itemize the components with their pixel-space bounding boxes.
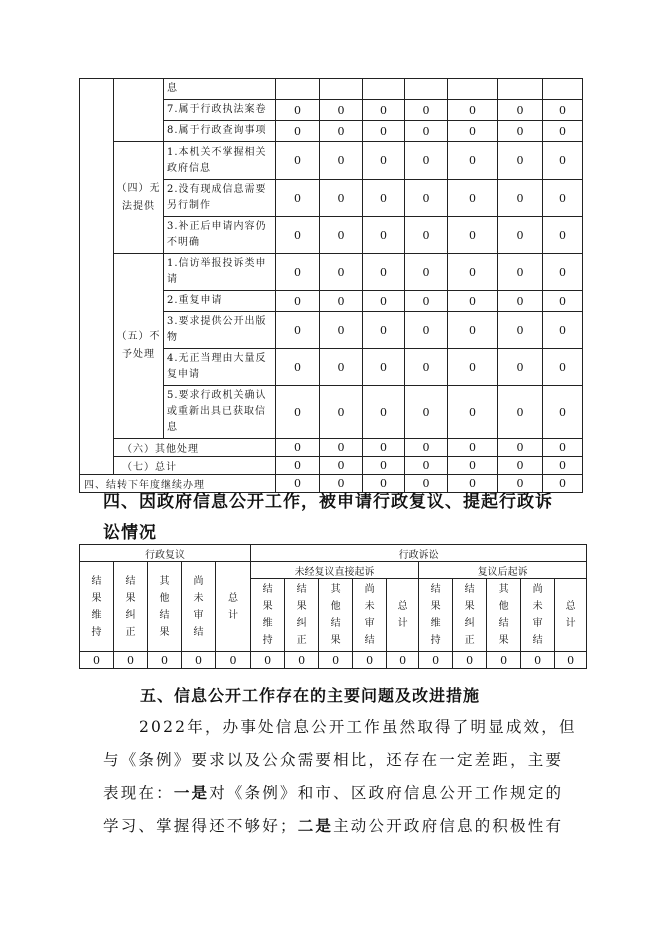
direct-value-cell: 0 — [319, 652, 353, 669]
paragraph-line-3: 表现在：一是对《条例》和市、区政府信息公开工作规定的 — [103, 783, 564, 802]
value-cell: 0 — [543, 349, 583, 386]
value-cell: 0 — [320, 291, 363, 312]
value-cell: 0 — [448, 180, 498, 217]
row-label: 7.属于行政执法案卷 — [164, 100, 276, 121]
value-cell: 0 — [543, 312, 583, 349]
blank-margin-cell — [80, 79, 114, 475]
value-cell: 0 — [363, 121, 405, 142]
value-cell: 0 — [405, 475, 448, 493]
value-cell: 0 — [543, 254, 583, 291]
value-cell: 0 — [543, 100, 583, 121]
value-cell: 0 — [448, 121, 498, 142]
value-cell: 0 — [498, 180, 543, 217]
section4-heading-cont: 讼情况 — [103, 523, 157, 543]
paragraph-line-1: 2022年，办事处信息公开工作虽然取得了明显成效，但 — [139, 718, 577, 736]
value-cell: 0 — [363, 291, 405, 312]
value-cell: 0 — [276, 475, 320, 493]
carry-over-label: 四、结转下年度继续办理 — [80, 475, 276, 493]
value-cell: 0 — [320, 475, 363, 493]
value-cell: 0 — [320, 386, 363, 439]
empty-cell — [448, 79, 498, 100]
value-cell: 0 — [363, 217, 405, 254]
value-cell: 0 — [498, 121, 543, 142]
value-cell: 0 — [448, 291, 498, 312]
after-header: 复议后起诉 — [419, 562, 587, 579]
value-cell: 0 — [405, 457, 448, 475]
review-value-cell: 0 — [182, 652, 216, 669]
paragraph-line-4: 学习、掌握得还不够好；二是主动公开政府信息的积极性有 — [103, 816, 564, 835]
value-cell: 0 — [363, 142, 405, 180]
after-value-cell: 0 — [555, 652, 587, 669]
value-cell: 0 — [276, 312, 320, 349]
review-value-cell: 0 — [148, 652, 182, 669]
value-cell: 0 — [405, 312, 448, 349]
value-cell: 0 — [498, 217, 543, 254]
review-sub-1: 结 果 维 持 — [80, 562, 114, 652]
value-cell: 0 — [320, 100, 363, 121]
empty-cell — [405, 79, 448, 100]
litigation-header: 行政诉讼 — [251, 545, 587, 562]
application-handling-table — [79, 78, 583, 493]
review-value-cell: 0 — [114, 652, 148, 669]
row-label: 1.信访举报投诉类申请 — [164, 254, 276, 291]
value-cell: 0 — [405, 439, 448, 457]
value-cell: 0 — [543, 217, 583, 254]
direct-value-cell: 0 — [285, 652, 319, 669]
row-label: 8.属于行政查询事项 — [164, 121, 276, 142]
value-cell: 0 — [448, 312, 498, 349]
row-label: 3.要求提供公开出版物 — [164, 312, 276, 349]
value-cell: 0 — [498, 475, 543, 493]
after-value-cell: 0 — [521, 652, 555, 669]
row-label: 2.重复申请 — [164, 291, 276, 312]
value-cell: 0 — [320, 439, 363, 457]
value-cell: 0 — [405, 291, 448, 312]
after-sub-header: 结 果 维 持 — [419, 579, 453, 652]
value-cell: 0 — [276, 349, 320, 386]
value-cell: 0 — [448, 386, 498, 439]
after-sub-header: 尚 未 审 结 — [521, 579, 555, 652]
value-cell: 0 — [276, 180, 320, 217]
value-cell: 0 — [363, 386, 405, 439]
value-cell: 0 — [405, 254, 448, 291]
review-value-cell: 0 — [80, 652, 114, 669]
value-cell: 0 — [320, 349, 363, 386]
direct-value-cell: 0 — [251, 652, 285, 669]
empty-cell — [498, 79, 543, 100]
value-cell: 0 — [276, 100, 320, 121]
direct-value-cell: 0 — [353, 652, 387, 669]
value-cell: 0 — [320, 217, 363, 254]
after-sub-header: 其 他 结 果 — [487, 579, 521, 652]
row7-label: （七）总计 — [114, 457, 276, 475]
review-sub-3: 其 他 结 果 — [148, 562, 182, 652]
direct-sub-header: 其 他 结 果 — [319, 579, 353, 652]
direct-sub-header: 总 计 — [387, 579, 419, 652]
row-label: 息 — [164, 79, 276, 100]
value-cell: 0 — [498, 439, 543, 457]
value-cell: 0 — [320, 457, 363, 475]
after-value-cell: 0 — [487, 652, 521, 669]
value-cell: 0 — [363, 439, 405, 457]
value-cell: 0 — [543, 291, 583, 312]
row-label: 1.本机关不掌握相关政府信息 — [164, 142, 276, 180]
empty-cell — [543, 79, 583, 100]
value-cell: 0 — [320, 180, 363, 217]
value-cell: 0 — [405, 386, 448, 439]
group5-label: （五）不予处理 — [114, 254, 164, 439]
value-cell: 0 — [276, 121, 320, 142]
row-label: 4.无正当理由大量反复申请 — [164, 349, 276, 386]
value-cell: 0 — [448, 142, 498, 180]
direct-value-cell: 0 — [387, 652, 419, 669]
value-cell: 0 — [405, 349, 448, 386]
value-cell: 0 — [498, 386, 543, 439]
value-cell: 0 — [448, 254, 498, 291]
value-cell: 0 — [543, 439, 583, 457]
value-cell: 0 — [276, 254, 320, 291]
value-cell: 0 — [498, 291, 543, 312]
value-cell: 0 — [320, 121, 363, 142]
row-label: 5.要求行政机关确认或重新出具已获取信息 — [164, 386, 276, 439]
value-cell: 0 — [320, 254, 363, 291]
value-cell: 0 — [498, 142, 543, 180]
empty-cell — [276, 79, 320, 100]
value-cell: 0 — [276, 291, 320, 312]
after-sub-header: 结 果 纠 正 — [453, 579, 487, 652]
value-cell: 0 — [448, 457, 498, 475]
empty-cell — [363, 79, 405, 100]
review-litigation-table — [79, 544, 587, 669]
direct-sub-header: 尚 未 审 结 — [353, 579, 387, 652]
empty-cell — [320, 79, 363, 100]
value-cell: 0 — [543, 386, 583, 439]
review-sub-4: 尚 未 审 结 — [182, 562, 216, 652]
direct-header: 未经复议直接起诉 — [251, 562, 419, 579]
value-cell: 0 — [276, 217, 320, 254]
value-cell: 0 — [363, 180, 405, 217]
row6-label: （六）其他处理 — [114, 439, 276, 457]
value-cell: 0 — [448, 439, 498, 457]
paragraph-line-2: 与《条例》要求以及公众需要相比，还存在一定差距，主要 — [103, 751, 564, 769]
value-cell: 0 — [498, 100, 543, 121]
value-cell: 0 — [405, 100, 448, 121]
value-cell: 0 — [276, 457, 320, 475]
value-cell: 0 — [448, 475, 498, 493]
review-sub-5: 总 计 — [216, 562, 251, 652]
value-cell: 0 — [405, 121, 448, 142]
review-header: 行政复议 — [80, 545, 251, 562]
value-cell: 0 — [543, 180, 583, 217]
value-cell: 0 — [363, 100, 405, 121]
review-value-cell: 0 — [216, 652, 251, 669]
value-cell: 0 — [498, 312, 543, 349]
after-value-cell: 0 — [419, 652, 453, 669]
value-cell: 0 — [276, 439, 320, 457]
value-cell: 0 — [363, 349, 405, 386]
value-cell: 0 — [448, 349, 498, 386]
row-label: 2.没有现成信息需要另行制作 — [164, 180, 276, 217]
value-cell: 0 — [448, 100, 498, 121]
after-value-cell: 0 — [453, 652, 487, 669]
section4-heading: 四、因政府信息公开工作，被申请行政复议、提起行政诉 — [103, 492, 553, 512]
value-cell: 0 — [363, 254, 405, 291]
value-cell: 0 — [405, 217, 448, 254]
group3-cont-cell — [114, 79, 164, 142]
section5-heading: 五、信息公开工作存在的主要问题及改进措施 — [140, 686, 481, 705]
after-sub-header: 总 计 — [555, 579, 587, 652]
review-sub-2: 结 果 纠 正 — [114, 562, 148, 652]
value-cell: 0 — [320, 312, 363, 349]
value-cell: 0 — [363, 475, 405, 493]
direct-sub-header: 结 果 维 持 — [251, 579, 285, 652]
value-cell: 0 — [498, 349, 543, 386]
value-cell: 0 — [276, 386, 320, 439]
value-cell: 0 — [363, 457, 405, 475]
value-cell: 0 — [543, 142, 583, 180]
value-cell: 0 — [320, 142, 363, 180]
value-cell: 0 — [543, 121, 583, 142]
value-cell: 0 — [405, 180, 448, 217]
value-cell: 0 — [405, 142, 448, 180]
row-label: 3.补正后申请内容仍不明确 — [164, 217, 276, 254]
value-cell: 0 — [276, 142, 320, 180]
group4-label: （四）无法提供 — [114, 142, 164, 254]
value-cell: 0 — [543, 475, 583, 493]
value-cell: 0 — [363, 312, 405, 349]
value-cell: 0 — [498, 254, 543, 291]
value-cell: 0 — [498, 457, 543, 475]
direct-sub-header: 结 果 纠 正 — [285, 579, 319, 652]
value-cell: 0 — [448, 217, 498, 254]
value-cell: 0 — [543, 457, 583, 475]
